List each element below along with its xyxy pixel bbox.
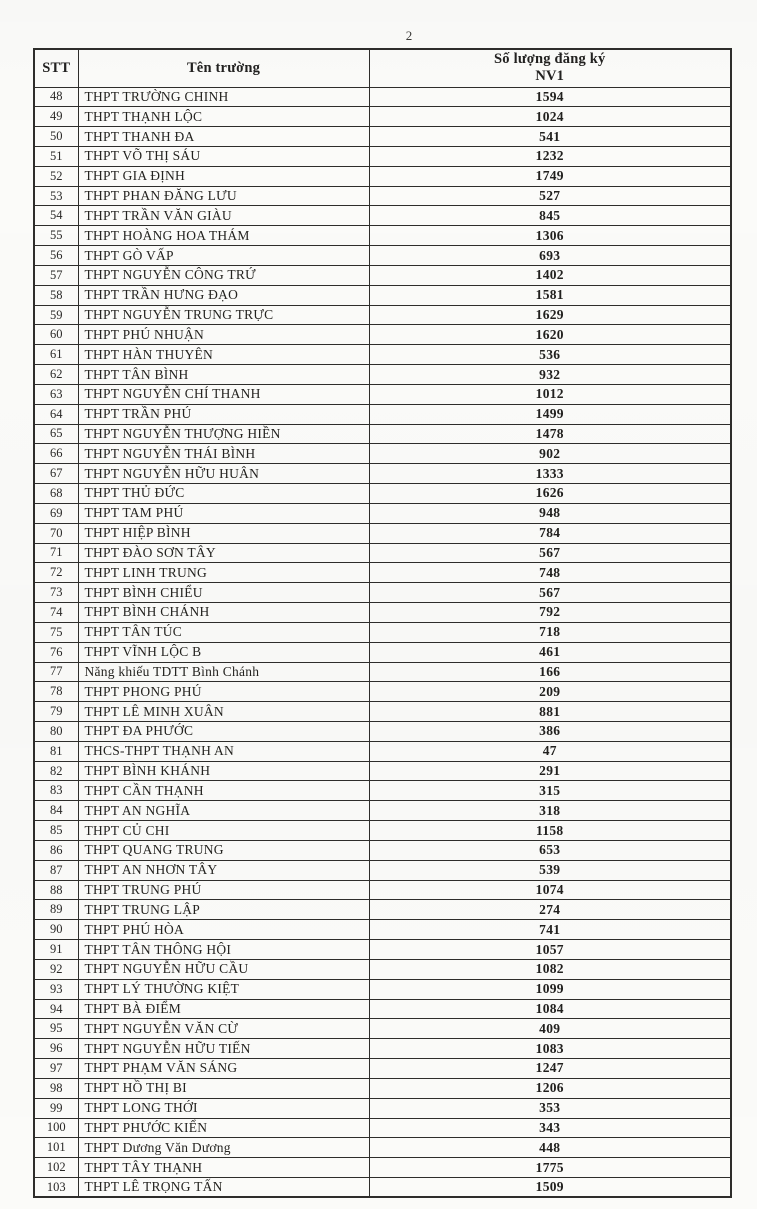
school-name-cell: THPT TAM PHÚ bbox=[78, 503, 369, 523]
table-row bbox=[34, 464, 731, 484]
count-cell: 1333 bbox=[369, 464, 731, 484]
stt-cell: 50 bbox=[34, 127, 78, 147]
school-name-cell: THPT TÂN BÌNH bbox=[78, 365, 369, 385]
stt-cell: 97 bbox=[34, 1059, 78, 1079]
table-row bbox=[34, 1019, 731, 1039]
stt-cell: 90 bbox=[34, 920, 78, 940]
stt-cell: 88 bbox=[34, 880, 78, 900]
count-cell: 693 bbox=[369, 246, 731, 266]
table-row bbox=[34, 741, 731, 761]
stt-cell: 84 bbox=[34, 801, 78, 821]
header-registration-count bbox=[369, 49, 731, 87]
stt-cell: 58 bbox=[34, 285, 78, 305]
stt-cell: 59 bbox=[34, 305, 78, 325]
school-name-cell: THPT ĐA PHƯỚC bbox=[78, 722, 369, 742]
stt-cell: 49 bbox=[34, 107, 78, 127]
count-cell: 1074 bbox=[369, 880, 731, 900]
stt-cell: 68 bbox=[34, 484, 78, 504]
table-row bbox=[34, 226, 731, 246]
table-row bbox=[34, 1078, 731, 1098]
school-name-cell: THPT PHONG PHÚ bbox=[78, 682, 369, 702]
stt-cell: 73 bbox=[34, 583, 78, 603]
table-row bbox=[34, 979, 731, 999]
stt-cell: 91 bbox=[34, 940, 78, 960]
school-name-cell: THPT HỒ THỊ BI bbox=[78, 1078, 369, 1098]
count-cell: 845 bbox=[369, 206, 731, 226]
stt-cell: 78 bbox=[34, 682, 78, 702]
count-cell: 461 bbox=[369, 642, 731, 662]
table-row bbox=[34, 880, 731, 900]
school-name-cell: THPT GÒ VẤP bbox=[78, 246, 369, 266]
table-row bbox=[34, 1158, 731, 1178]
stt-cell: 77 bbox=[34, 662, 78, 682]
school-name-cell: THPT GIA ĐỊNH bbox=[78, 166, 369, 186]
count-cell: 291 bbox=[369, 761, 731, 781]
stt-cell: 98 bbox=[34, 1078, 78, 1098]
school-name-cell: THPT NGUYỄN CÔNG TRỨ bbox=[78, 265, 369, 285]
stt-cell: 61 bbox=[34, 345, 78, 365]
table-row bbox=[34, 384, 731, 404]
stt-cell: 99 bbox=[34, 1098, 78, 1118]
table-row bbox=[34, 999, 731, 1019]
count-cell: 318 bbox=[369, 801, 731, 821]
stt-cell: 101 bbox=[34, 1138, 78, 1158]
table-row bbox=[34, 860, 731, 880]
table-row bbox=[34, 146, 731, 166]
stt-cell: 48 bbox=[34, 87, 78, 107]
school-name-cell: THPT PHÚ HÒA bbox=[78, 920, 369, 940]
table-row bbox=[34, 940, 731, 960]
count-cell: 1084 bbox=[369, 999, 731, 1019]
school-name-cell: THPT NGUYỄN HỮU HUÂN bbox=[78, 464, 369, 484]
stt-cell: 93 bbox=[34, 979, 78, 999]
table-row bbox=[34, 702, 731, 722]
stt-cell: 69 bbox=[34, 503, 78, 523]
school-name-cell: THPT HÀN THUYÊN bbox=[78, 345, 369, 365]
count-cell: 567 bbox=[369, 543, 731, 563]
table-row bbox=[34, 365, 731, 385]
table-row bbox=[34, 722, 731, 742]
school-name-cell: THPT BÌNH CHÁNH bbox=[78, 603, 369, 623]
table-row bbox=[34, 1098, 731, 1118]
count-cell: 1749 bbox=[369, 166, 731, 186]
table-row bbox=[34, 404, 731, 424]
school-name-cell: Năng khiếu TDTT Bình Chánh bbox=[78, 662, 369, 682]
table-row bbox=[34, 1059, 731, 1079]
school-name-cell: THPT CẦN THẠNH bbox=[78, 781, 369, 801]
count-cell: 1024 bbox=[369, 107, 731, 127]
stt-cell: 52 bbox=[34, 166, 78, 186]
stt-cell: 62 bbox=[34, 365, 78, 385]
school-name-cell: THPT AN NGHĨA bbox=[78, 801, 369, 821]
stt-cell: 80 bbox=[34, 722, 78, 742]
stt-cell: 76 bbox=[34, 642, 78, 662]
table-row bbox=[34, 1138, 731, 1158]
school-name-cell: THCS-THPT THẠNH AN bbox=[78, 741, 369, 761]
stt-cell: 94 bbox=[34, 999, 78, 1019]
school-name-cell: THPT TRẦN VĂN GIÀU bbox=[78, 206, 369, 226]
school-name-cell: THPT PHƯỚC KIỂN bbox=[78, 1118, 369, 1138]
count-cell: 567 bbox=[369, 583, 731, 603]
count-cell: 902 bbox=[369, 444, 731, 464]
count-cell: 166 bbox=[369, 662, 731, 682]
count-cell: 315 bbox=[369, 781, 731, 801]
school-name-cell: THPT THỦ ĐỨC bbox=[78, 484, 369, 504]
school-name-cell: THPT LONG THỚI bbox=[78, 1098, 369, 1118]
table-row bbox=[34, 186, 731, 206]
header-registration-count-line1: Số lượng đăng ký bbox=[494, 51, 606, 68]
count-cell: 1083 bbox=[369, 1039, 731, 1059]
count-cell: 539 bbox=[369, 860, 731, 880]
table-row bbox=[34, 424, 731, 444]
count-cell: 1581 bbox=[369, 285, 731, 305]
count-cell: 1478 bbox=[369, 424, 731, 444]
stt-cell: 81 bbox=[34, 741, 78, 761]
count-cell: 784 bbox=[369, 523, 731, 543]
table-row bbox=[34, 246, 731, 266]
table-row bbox=[34, 523, 731, 543]
stt-cell: 53 bbox=[34, 186, 78, 206]
table-row bbox=[34, 682, 731, 702]
count-cell: 1594 bbox=[369, 87, 731, 107]
school-name-cell: THPT PHẠM VĂN SÁNG bbox=[78, 1059, 369, 1079]
table-row bbox=[34, 1039, 731, 1059]
count-cell: 932 bbox=[369, 365, 731, 385]
school-name-cell: THPT TÂN TÚC bbox=[78, 622, 369, 642]
table-row bbox=[34, 484, 731, 504]
table-row bbox=[34, 305, 731, 325]
count-cell: 1082 bbox=[369, 959, 731, 979]
stt-cell: 65 bbox=[34, 424, 78, 444]
table-row bbox=[34, 781, 731, 801]
school-name-cell: THPT LINH TRUNG bbox=[78, 563, 369, 583]
stt-cell: 64 bbox=[34, 404, 78, 424]
school-name-cell: THPT TRẦN PHÚ bbox=[78, 404, 369, 424]
stt-cell: 96 bbox=[34, 1039, 78, 1059]
count-cell: 47 bbox=[369, 741, 731, 761]
table-row bbox=[34, 325, 731, 345]
school-name-cell: THPT NGUYỄN HỮU TIẾN bbox=[78, 1039, 369, 1059]
school-name-cell: THPT AN NHƠN TÂY bbox=[78, 860, 369, 880]
count-cell: 741 bbox=[369, 920, 731, 940]
registration-table bbox=[33, 48, 732, 1198]
count-cell: 353 bbox=[369, 1098, 731, 1118]
table-row bbox=[34, 444, 731, 464]
stt-cell: 63 bbox=[34, 384, 78, 404]
stt-cell: 56 bbox=[34, 246, 78, 266]
table-row bbox=[34, 662, 731, 682]
school-name-cell: THPT ĐÀO SƠN TÂY bbox=[78, 543, 369, 563]
school-name-cell: THPT Dương Văn Dương bbox=[78, 1138, 369, 1158]
table-row bbox=[34, 265, 731, 285]
count-cell: 209 bbox=[369, 682, 731, 702]
school-name-cell: THPT BÀ ĐIỂM bbox=[78, 999, 369, 1019]
count-cell: 1626 bbox=[369, 484, 731, 504]
stt-cell: 102 bbox=[34, 1158, 78, 1178]
school-name-cell: THPT TÂN THÔNG HỘI bbox=[78, 940, 369, 960]
stt-cell: 83 bbox=[34, 781, 78, 801]
table-row bbox=[34, 603, 731, 623]
stt-cell: 75 bbox=[34, 622, 78, 642]
count-cell: 1499 bbox=[369, 404, 731, 424]
school-name-cell: THPT HIỆP BÌNH bbox=[78, 523, 369, 543]
table-row bbox=[34, 821, 731, 841]
school-name-cell: THPT THANH ĐA bbox=[78, 127, 369, 147]
school-name-cell: THPT PHÚ NHUẬN bbox=[78, 325, 369, 345]
count-cell: 1509 bbox=[369, 1178, 731, 1198]
count-cell: 1057 bbox=[369, 940, 731, 960]
count-cell: 1402 bbox=[369, 265, 731, 285]
school-name-cell: THPT CỦ CHI bbox=[78, 821, 369, 841]
count-cell: 1247 bbox=[369, 1059, 731, 1079]
table-row bbox=[34, 622, 731, 642]
stt-cell: 92 bbox=[34, 959, 78, 979]
table-row bbox=[34, 87, 731, 107]
school-name-cell: THPT QUANG TRUNG bbox=[78, 840, 369, 860]
stt-cell: 89 bbox=[34, 900, 78, 920]
table-row bbox=[34, 166, 731, 186]
stt-cell: 95 bbox=[34, 1019, 78, 1039]
stt-cell: 100 bbox=[34, 1118, 78, 1138]
stt-cell: 67 bbox=[34, 464, 78, 484]
school-name-cell: THPT BÌNH CHIỂU bbox=[78, 583, 369, 603]
stt-cell: 74 bbox=[34, 603, 78, 623]
school-name-cell: THPT BÌNH KHÁNH bbox=[78, 761, 369, 781]
count-cell: 881 bbox=[369, 702, 731, 722]
count-cell: 718 bbox=[369, 622, 731, 642]
header-school-name: Tên trường bbox=[78, 49, 369, 87]
table-row bbox=[34, 920, 731, 940]
stt-cell: 54 bbox=[34, 206, 78, 226]
table-body bbox=[34, 87, 731, 1197]
stt-cell: 51 bbox=[34, 146, 78, 166]
school-name-cell: THPT HOÀNG HOA THÁM bbox=[78, 226, 369, 246]
school-name-cell: THPT NGUYỄN HỮU CẦU bbox=[78, 959, 369, 979]
count-cell: 536 bbox=[369, 345, 731, 365]
school-name-cell: THPT LÊ MINH XUÂN bbox=[78, 702, 369, 722]
stt-cell: 57 bbox=[34, 265, 78, 285]
school-name-cell: THPT TRẦN HƯNG ĐẠO bbox=[78, 285, 369, 305]
count-cell: 1206 bbox=[369, 1078, 731, 1098]
stt-cell: 103 bbox=[34, 1178, 78, 1198]
stt-cell: 60 bbox=[34, 325, 78, 345]
count-cell: 409 bbox=[369, 1019, 731, 1039]
table-row bbox=[34, 563, 731, 583]
table-row bbox=[34, 761, 731, 781]
count-cell: 386 bbox=[369, 722, 731, 742]
school-name-cell: THPT TRUNG PHÚ bbox=[78, 880, 369, 900]
count-cell: 1012 bbox=[369, 384, 731, 404]
count-cell: 1620 bbox=[369, 325, 731, 345]
table-header bbox=[34, 49, 731, 87]
school-name-cell: THPT LÝ THƯỜNG KIỆT bbox=[78, 979, 369, 999]
school-name-cell: THPT NGUYỄN THƯỢNG HIỀN bbox=[78, 424, 369, 444]
count-cell: 527 bbox=[369, 186, 731, 206]
count-cell: 792 bbox=[369, 603, 731, 623]
school-name-cell: THPT VĨNH LỘC B bbox=[78, 642, 369, 662]
table-row bbox=[34, 583, 731, 603]
stt-cell: 72 bbox=[34, 563, 78, 583]
school-name-cell: THPT NGUYỄN THÁI BÌNH bbox=[78, 444, 369, 464]
table-row bbox=[34, 1118, 731, 1138]
school-name-cell: THPT TRƯỜNG CHINH bbox=[78, 87, 369, 107]
school-name-cell: THPT NGUYỄN TRUNG TRỰC bbox=[78, 305, 369, 325]
count-cell: 448 bbox=[369, 1138, 731, 1158]
table-row bbox=[34, 285, 731, 305]
header-row bbox=[34, 49, 731, 87]
count-cell: 1158 bbox=[369, 821, 731, 841]
page-number: 2 bbox=[405, 28, 413, 43]
table-row bbox=[34, 543, 731, 563]
stt-cell: 66 bbox=[34, 444, 78, 464]
table-row bbox=[34, 801, 731, 821]
table-row bbox=[34, 127, 731, 147]
school-name-cell: THPT TÂY THẠNH bbox=[78, 1158, 369, 1178]
school-name-cell: THPT NGUYỄN VĂN CỪ bbox=[78, 1019, 369, 1039]
table-row bbox=[34, 840, 731, 860]
count-cell: 1775 bbox=[369, 1158, 731, 1178]
count-cell: 274 bbox=[369, 900, 731, 920]
school-name-cell: THPT THẠNH LỘC bbox=[78, 107, 369, 127]
table-row bbox=[34, 107, 731, 127]
count-cell: 948 bbox=[369, 503, 731, 523]
stt-cell: 70 bbox=[34, 523, 78, 543]
school-name-cell: THPT NGUYỄN CHÍ THANH bbox=[78, 384, 369, 404]
stt-cell: 55 bbox=[34, 226, 78, 246]
table-row bbox=[34, 959, 731, 979]
count-cell: 541 bbox=[369, 127, 731, 147]
stt-cell: 79 bbox=[34, 702, 78, 722]
table-row bbox=[34, 642, 731, 662]
school-name-cell: THPT VÕ THỊ SÁU bbox=[78, 146, 369, 166]
count-cell: 1232 bbox=[369, 146, 731, 166]
count-cell: 1099 bbox=[369, 979, 731, 999]
stt-cell: 82 bbox=[34, 761, 78, 781]
count-cell: 343 bbox=[369, 1118, 731, 1138]
school-name-cell: THPT TRUNG LẬP bbox=[78, 900, 369, 920]
count-cell: 1306 bbox=[369, 226, 731, 246]
school-name-cell: THPT PHAN ĐĂNG LƯU bbox=[78, 186, 369, 206]
count-cell: 748 bbox=[369, 563, 731, 583]
table-row bbox=[34, 503, 731, 523]
stt-cell: 71 bbox=[34, 543, 78, 563]
stt-cell: 87 bbox=[34, 860, 78, 880]
table-row bbox=[34, 345, 731, 365]
stt-cell: 85 bbox=[34, 821, 78, 841]
count-cell: 1629 bbox=[369, 305, 731, 325]
count-cell: 653 bbox=[369, 840, 731, 860]
table-row bbox=[34, 1178, 731, 1198]
school-name-cell: THPT LÊ TRỌNG TẤN bbox=[78, 1178, 369, 1198]
header-stt: STT bbox=[34, 49, 78, 87]
table-row bbox=[34, 206, 731, 226]
stt-cell: 86 bbox=[34, 840, 78, 860]
header-registration-count-line2: NV1 bbox=[535, 68, 565, 85]
table-row bbox=[34, 900, 731, 920]
